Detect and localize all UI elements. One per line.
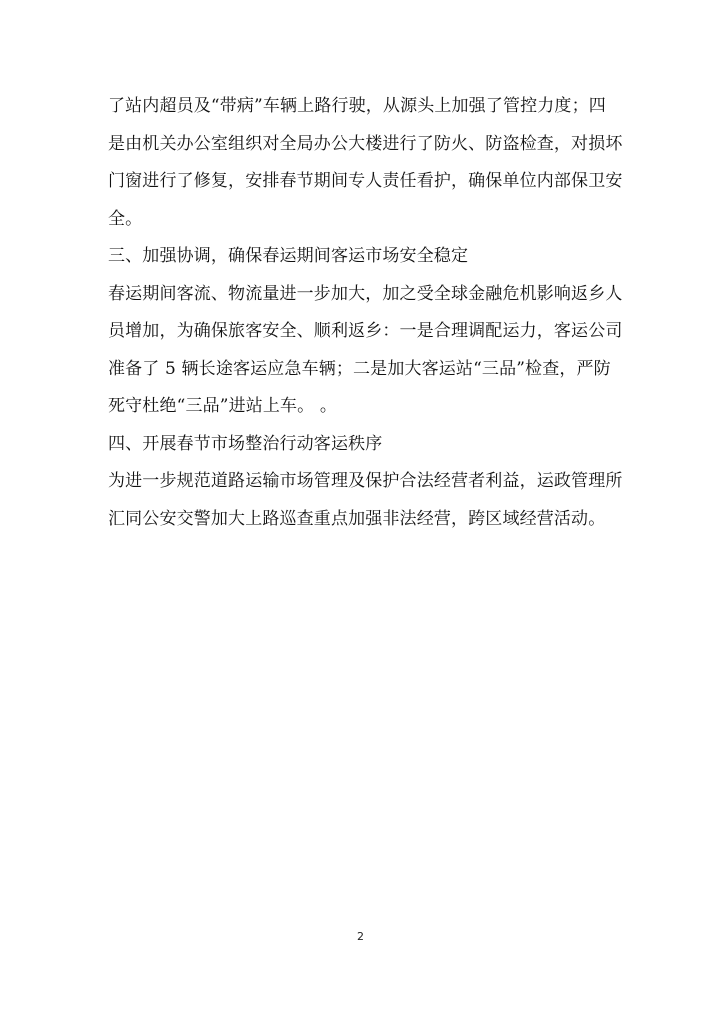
text-line: 死守杜绝“三品”进站上车。 。 (108, 396, 338, 416)
text-line: 员增加，为确保旅客安全、顺利返乡：一是合理调配运力，客运公司 (108, 321, 623, 341)
text-line: 汇同公安交警加大上路巡查重点加强非法经营，跨区域经营活动。 (108, 508, 606, 529)
section-heading-4: 四、开展春节市场整治行动客运秩序 (108, 433, 383, 454)
text-line: 是由机关办公室组织对全局办公大楼进行了防火、防盗检查，对损坏 (108, 133, 623, 154)
text-line: 春运期间客流、物流量进一步加大，加之受全球金融危机影响返乡人 (108, 283, 623, 304)
text-line: 为进一步规范道路运输市场管理及保护合法经营者利益，运政管理所 (108, 471, 623, 491)
page-number: 2 (357, 930, 364, 943)
document-body (108, 88, 623, 538)
text-line: 全。 (108, 208, 143, 229)
section-heading-3: 三、加强协调，确保春运期间客运市场安全稳定 (108, 246, 469, 266)
text-line: 了站内超员及“带病”车辆上路行驶，从源头上加强了管控力度；四 (108, 96, 606, 116)
text-line: 门窗进行了修复，安排春节期间专人责任看护，确保单位内部保卫安 (108, 171, 623, 191)
text-line: 准备了 5 辆长途客运应急车辆；二是加大客运站“三品”检查，严防 (108, 358, 611, 379)
